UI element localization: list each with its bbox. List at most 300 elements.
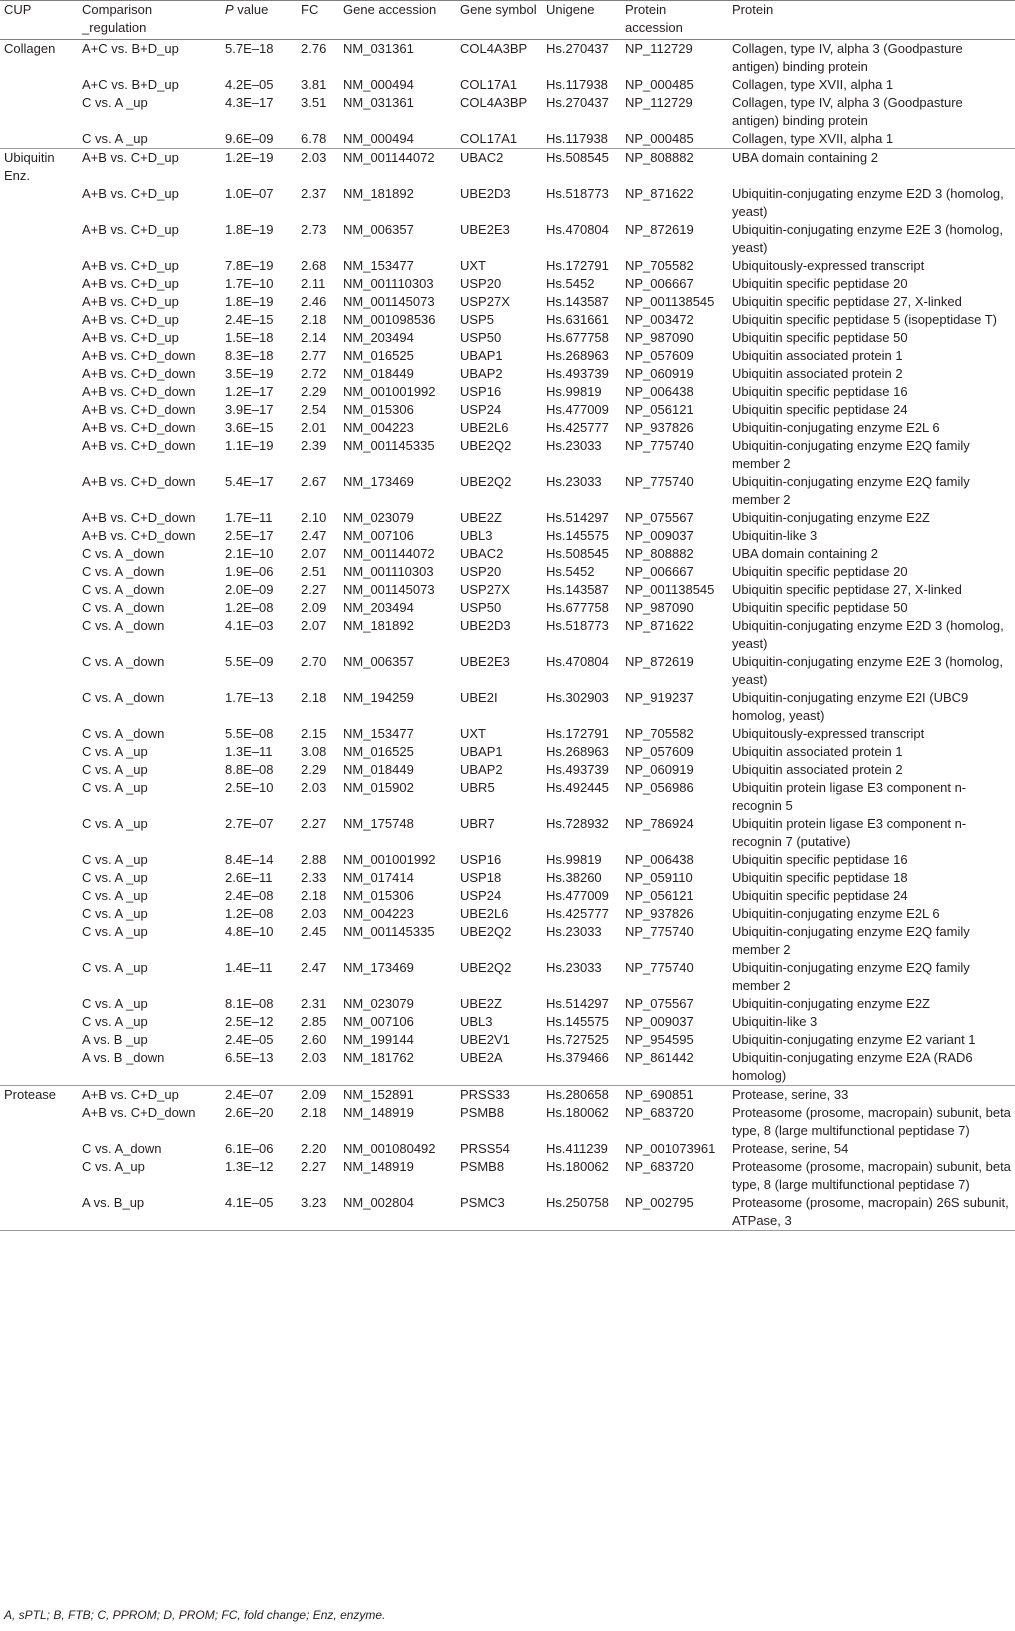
cell-p-value: 1.0E–07 [225, 186, 274, 201]
table-body [0, 40, 1015, 1231]
table-row [0, 689, 1015, 725]
cell-p-value: 5.5E–08 [225, 726, 274, 741]
cell-p-value: 1.1E–19 [225, 438, 274, 453]
cell-fc: 2.09 [301, 1087, 327, 1102]
cell-protein: Protease, serine, 54 [732, 1141, 849, 1156]
cell-protein-accession: NP_006438 [625, 852, 694, 867]
cell-protein: Ubiquitin specific peptidase 5 (isopeptidase T) [732, 312, 997, 327]
cell-p-value: 1.4E–11 [225, 960, 273, 975]
table-row [0, 149, 1015, 186]
cup-label: Collagen [4, 41, 56, 56]
cup-cell-empty [0, 545, 78, 563]
cell-unigene: Hs.631661 [546, 312, 609, 327]
cell-gene-symbol: UBL3 [460, 528, 493, 543]
cup-cell-empty [0, 1013, 78, 1031]
cell-fc: 2.45 [301, 924, 327, 939]
cell-gene-symbol: USP20 [460, 276, 502, 291]
cell-comparison: C vs. A_down [82, 1141, 162, 1156]
table-row [0, 527, 1015, 545]
cell-protein: Ubiquitin-conjugating enzyme E2Q family member 2 [732, 924, 970, 957]
cell-protein: Ubiquitin-conjugating enzyme E2A (RAD6 homolog) [732, 1050, 973, 1083]
cup-cell-empty [0, 401, 78, 419]
cell-gene-symbol: UBE2L6 [460, 906, 509, 921]
cup-cell-empty [0, 473, 78, 509]
header-gene-accession: Gene accession [339, 1, 456, 40]
cell-comparison: C vs. A _up [82, 744, 148, 759]
table-row [0, 293, 1015, 311]
cell-protein-accession: NP_006667 [625, 564, 694, 579]
cell-gene-symbol: UBL3 [460, 1014, 493, 1029]
cell-comparison: C vs. A _up [82, 780, 148, 795]
cell-fc: 2.15 [301, 726, 327, 741]
cell-unigene: Hs.180062 [546, 1159, 609, 1174]
cell-fc: 2.10 [301, 510, 327, 525]
cell-fc: 2.03 [301, 906, 327, 921]
cell-gene-symbol: UBAC2 [460, 546, 504, 561]
cell-unigene: Hs.411239 [546, 1141, 608, 1156]
cell-protein-accession: NP_009037 [625, 528, 694, 543]
cell-protein: Ubiquitin specific peptidase 50 [732, 330, 908, 345]
cell-comparison: C vs. A _up [82, 870, 148, 885]
cell-unigene: Hs.470804 [546, 222, 609, 237]
table-row [0, 40, 1015, 77]
cup-cell-empty [0, 923, 78, 959]
cup-cell-empty [0, 743, 78, 761]
table-row [0, 347, 1015, 365]
cell-fc: 6.78 [301, 131, 327, 146]
cell-unigene: Hs.492445 [546, 780, 609, 795]
cell-gene-symbol: USP18 [460, 870, 502, 885]
cell-protein: Collagen, type XVII, alpha 1 [732, 77, 894, 92]
cell-p-value: 4.2E–05 [225, 77, 274, 92]
cell-gene-accession: NM_015902 [343, 780, 414, 795]
cell-protein: Ubiquitin associated protein 1 [732, 744, 903, 759]
cell-p-value: 3.5E–19 [225, 366, 274, 381]
header-comparison: Comparison _regulation [78, 1, 221, 40]
cell-protein: Ubiquitin specific peptidase 20 [732, 276, 908, 291]
cell-gene-symbol: UBE2E3 [460, 654, 510, 669]
cell-protein-accession: NP_000485 [625, 131, 694, 146]
cell-unigene: Hs.302903 [546, 690, 609, 705]
table-row [0, 1104, 1015, 1140]
table-row [0, 1194, 1015, 1231]
cell-protein-accession: NP_112729 [625, 41, 693, 56]
cell-p-value: 2.5E–17 [225, 528, 274, 543]
cup-cell-empty [0, 761, 78, 779]
cell-unigene: Hs.677758 [546, 330, 609, 345]
cell-unigene: Hs.99819 [546, 852, 602, 867]
cell-gene-accession: NM_148919 [343, 1159, 414, 1174]
cell-gene-accession: NM_175748 [343, 816, 414, 831]
cell-gene-accession: NM_001110303 [343, 564, 434, 579]
cell-protein: Ubiquitin-conjugating enzyme E2 variant 1 [732, 1032, 976, 1047]
cell-protein-accession: NP_003472 [625, 312, 694, 327]
cell-protein: Ubiquitin protein ligase E3 component n-recognin 7 (putative) [732, 816, 967, 849]
cup-cell-empty [0, 1031, 78, 1049]
cell-p-value: 1.2E–19 [225, 150, 274, 165]
cell-fc: 2.47 [301, 528, 327, 543]
cell-gene-accession: NM_173469 [343, 960, 414, 975]
cell-comparison: C vs. A _up [82, 996, 148, 1011]
cup-cell-empty [0, 905, 78, 923]
cell-gene-accession: NM_194259 [343, 690, 414, 705]
cell-unigene: Hs.23033 [546, 438, 602, 453]
cell-protein-accession: NP_937826 [625, 420, 694, 435]
cell-fc: 2.47 [301, 960, 327, 975]
cell-protein: Ubiquitin protein ligase E3 component n-recognin 5 [732, 780, 967, 813]
cell-p-value: 2.5E–10 [225, 780, 274, 795]
cell-fc: 2.01 [301, 420, 327, 435]
cell-protein-accession: NP_705582 [625, 726, 694, 741]
cell-protein: Ubiquitin-conjugating enzyme E2I (UBC9 homolog, yeast) [732, 690, 969, 723]
table-row [0, 329, 1015, 347]
cell-gene-symbol: COL4A3BP [460, 95, 528, 110]
cell-unigene: Hs.425777 [546, 420, 609, 435]
cell-protein-accession: NP_006438 [625, 384, 694, 399]
cell-comparison: A+B vs. C+D_down [82, 348, 196, 363]
cell-protein-accession: NP_057609 [625, 744, 694, 759]
cell-protein: Ubiquitin-conjugating enzyme E2Q family member 2 [732, 960, 970, 993]
cell-fc: 2.37 [301, 186, 327, 201]
cell-protein-accession: NP_002795 [625, 1195, 694, 1210]
cell-gene-accession: NM_199144 [343, 1032, 414, 1047]
cell-gene-symbol: PSMC3 [460, 1195, 505, 1210]
cell-protein: Ubiquitin specific peptidase 50 [732, 600, 908, 615]
cell-fc: 3.51 [301, 95, 327, 110]
cell-gene-symbol: USP27X [460, 582, 510, 597]
table-row [0, 599, 1015, 617]
cell-gene-symbol: USP50 [460, 600, 502, 615]
cell-p-value: 3.9E–17 [225, 402, 274, 417]
cell-protein-accession: NP_075567 [625, 996, 694, 1011]
cell-p-value: 8.4E–14 [225, 852, 274, 867]
cell-p-value: 4.3E–17 [225, 95, 274, 110]
cell-gene-symbol: UBR7 [460, 816, 495, 831]
cell-unigene: Hs.23033 [546, 924, 602, 939]
cell-gene-accession: NM_001080492 [343, 1141, 436, 1156]
cup-cell-empty [0, 383, 78, 401]
cup-cell-empty [0, 275, 78, 293]
table-row [0, 1013, 1015, 1031]
cell-unigene: Hs.270437 [546, 41, 609, 56]
cell-unigene: Hs.250758 [546, 1195, 609, 1210]
cell-protein-accession: NP_057609 [625, 348, 694, 363]
cell-fc: 2.85 [301, 1014, 327, 1029]
cell-fc: 2.27 [301, 1159, 327, 1174]
cell-p-value: 2.6E–20 [225, 1105, 274, 1120]
header-p-value [221, 1, 297, 40]
cell-protein-accession: NP_009037 [625, 1014, 694, 1029]
cell-comparison: A+B vs. C+D_up [82, 186, 179, 201]
cell-gene-accession: NM_006357 [343, 222, 414, 237]
cell-fc: 2.39 [301, 438, 327, 453]
cup-cell-empty [0, 599, 78, 617]
cell-gene-accession: NM_002804 [343, 1195, 414, 1210]
cup-cell-empty [0, 365, 78, 383]
cup-cell-empty [0, 581, 78, 599]
cell-protein-accession: NP_808882 [625, 150, 694, 165]
cell-unigene: Hs.493739 [546, 366, 609, 381]
cell-comparison: C vs. A _up [82, 95, 148, 110]
table-row [0, 311, 1015, 329]
cup-cell-empty [0, 779, 78, 815]
table-row [0, 653, 1015, 689]
cell-gene-symbol: PSMB8 [460, 1159, 505, 1174]
cell-gene-accession: NM_031361 [343, 95, 414, 110]
cell-unigene: Hs.379466 [546, 1050, 609, 1065]
cell-gene-symbol: UBE2L6 [460, 420, 509, 435]
cell-protein-accession: NP_059110 [625, 870, 693, 885]
cell-comparison: C vs. A_up [82, 1159, 145, 1174]
cell-gene-symbol: USP20 [460, 564, 502, 579]
cell-unigene: Hs.425777 [546, 906, 609, 921]
cell-comparison: C vs. A _up [82, 888, 148, 903]
cell-fc: 2.18 [301, 1105, 327, 1120]
cell-p-value: 2.1E–10 [225, 546, 274, 561]
cell-comparison: A+B vs. C+D_up [82, 294, 179, 309]
cell-fc: 2.29 [301, 762, 327, 777]
cell-comparison: A+B vs. C+D_down [82, 1105, 196, 1120]
cell-p-value: 4.1E–03 [225, 618, 274, 633]
cell-gene-accession: NM_001098536 [343, 312, 436, 327]
header-p-rest: value [233, 2, 269, 17]
cell-p-value: 1.8E–19 [225, 294, 274, 309]
cell-fc: 3.08 [301, 744, 327, 759]
cell-gene-accession: NM_031361 [343, 41, 414, 56]
cell-gene-symbol: UBE2Q2 [460, 438, 512, 453]
cell-fc: 2.88 [301, 852, 327, 867]
cell-unigene: Hs.23033 [546, 474, 602, 489]
cell-fc: 2.29 [301, 384, 327, 399]
cell-fc: 2.18 [301, 888, 327, 903]
table-row [0, 1140, 1015, 1158]
cell-comparison: A+B vs. C+D_up [82, 222, 179, 237]
cell-comparison: A+B vs. C+D_down [82, 438, 196, 453]
cell-protein-accession: NP_060919 [625, 366, 694, 381]
cell-gene-accession: NM_023079 [343, 510, 414, 525]
cell-fc: 2.33 [301, 870, 327, 885]
cell-comparison: C vs. A _up [82, 1014, 148, 1029]
cell-comparison: A+B vs. C+D_up [82, 258, 179, 273]
cup-cell-empty [0, 509, 78, 527]
table-row [0, 563, 1015, 581]
cell-gene-accession: NM_015306 [343, 402, 414, 417]
cell-gene-accession: NM_023079 [343, 996, 414, 1011]
table-row [0, 1049, 1015, 1086]
cell-unigene: Hs.38260 [546, 870, 602, 885]
cell-fc: 2.18 [301, 690, 327, 705]
cell-gene-symbol: PRSS54 [460, 1141, 510, 1156]
cell-gene-symbol: USP27X [460, 294, 510, 309]
cell-gene-accession: NM_181892 [343, 186, 414, 201]
cup-cell-empty [0, 437, 78, 473]
table-row [0, 509, 1015, 527]
cell-p-value: 2.6E–11 [225, 870, 273, 885]
cell-gene-accession: NM_004223 [343, 420, 414, 435]
cell-comparison: C vs. A _up [82, 816, 148, 831]
cell-fc: 2.27 [301, 816, 327, 831]
cup-cell-empty [0, 419, 78, 437]
cell-gene-symbol: UBE2Z [460, 510, 502, 525]
cell-unigene: Hs.5452 [546, 276, 595, 291]
cell-gene-symbol: UBE2I [460, 690, 498, 705]
cell-comparison: A+B vs. C+D_up [82, 312, 179, 327]
cell-comparison: C vs. A _up [82, 762, 148, 777]
cell-comparison: C vs. A _up [82, 131, 148, 146]
cup-cell-empty [0, 815, 78, 851]
cell-protein-accession: NP_775740 [625, 474, 694, 489]
cup-cell-empty [0, 94, 78, 130]
cell-protein-accession: NP_056121 [625, 888, 694, 903]
table-row [0, 365, 1015, 383]
table-row [0, 887, 1015, 905]
cell-unigene: Hs.143587 [546, 582, 609, 597]
cell-gene-accession: NM_000494 [343, 131, 414, 146]
cell-p-value: 1.7E–11 [225, 510, 273, 525]
cell-protein: Ubiquitin specific peptidase 16 [732, 384, 908, 399]
cell-p-value: 6.5E–13 [225, 1050, 274, 1065]
cup-cell-empty [0, 347, 78, 365]
cell-protein: Ubiquitin specific peptidase 24 [732, 402, 908, 417]
table-row [0, 1031, 1015, 1049]
cell-unigene: Hs.268963 [546, 744, 609, 759]
cell-fc: 2.76 [301, 41, 327, 56]
cup-cell-empty [0, 887, 78, 905]
cell-comparison: C vs. A _down [82, 546, 165, 561]
table-row [0, 221, 1015, 257]
cell-fc: 2.51 [301, 564, 327, 579]
cell-p-value: 2.0E–09 [225, 582, 274, 597]
cell-fc: 2.54 [301, 402, 327, 417]
cell-protein: Ubiquitin-conjugating enzyme E2E 3 (homolog, yeast) [732, 654, 1003, 687]
cell-comparison: A+B vs. C+D_down [82, 528, 196, 543]
cell-fc: 2.70 [301, 654, 327, 669]
cup-cell-empty [0, 959, 78, 995]
cell-gene-symbol: USP16 [460, 384, 502, 399]
cell-fc: 2.18 [301, 312, 327, 327]
cell-p-value: 1.2E–08 [225, 600, 274, 615]
cell-comparison: A+C vs. B+D_up [82, 41, 179, 56]
cell-unigene: Hs.143587 [546, 294, 609, 309]
cell-gene-accession: NM_181762 [343, 1050, 414, 1065]
cell-protein-accession: NP_786924 [625, 816, 694, 831]
cell-gene-symbol: UBE2E3 [460, 222, 510, 237]
cell-p-value: 5.7E–18 [225, 41, 274, 56]
cell-protein: Collagen, type IV, alpha 3 (Goodpasture antigen) binding protein [732, 41, 963, 74]
cell-p-value: 6.1E–06 [225, 1141, 274, 1156]
cell-gene-symbol: USP5 [460, 312, 494, 327]
cell-gene-accession: NM_018449 [343, 762, 414, 777]
cell-protein: Ubiquitin specific peptidase 20 [732, 564, 908, 579]
cup-cell-empty [0, 257, 78, 275]
cup-cell-empty [0, 311, 78, 329]
cell-unigene: Hs.677758 [546, 600, 609, 615]
cup-cell-empty [0, 1049, 78, 1086]
cell-gene-symbol: UBAC2 [460, 150, 504, 165]
cell-protein: Ubiquitin-conjugating enzyme E2Q family member 2 [732, 474, 970, 507]
cup-cell-empty [0, 527, 78, 545]
cell-fc: 2.72 [301, 366, 327, 381]
cell-gene-accession: NM_181892 [343, 618, 414, 633]
cup-cell-empty [0, 185, 78, 221]
cell-comparison: C vs. A _down [82, 582, 165, 597]
cell-protein-accession: NP_871622 [625, 618, 694, 633]
cell-fc: 2.03 [301, 150, 327, 165]
cell-gene-accession: NM_173469 [343, 474, 414, 489]
cell-p-value: 2.5E–12 [225, 1014, 274, 1029]
cell-protein-accession: NP_060919 [625, 762, 694, 777]
cell-unigene: Hs.518773 [546, 618, 609, 633]
table-row [0, 94, 1015, 130]
cell-unigene: Hs.508545 [546, 150, 609, 165]
cup-cell-empty [0, 76, 78, 94]
cell-p-value: 1.7E–10 [225, 276, 274, 291]
cell-protein-accession: NP_987090 [625, 600, 694, 615]
table-row [0, 437, 1015, 473]
header-fc: FC [297, 1, 339, 40]
cell-protein: Ubiquitin-conjugating enzyme E2Q family member 2 [732, 438, 970, 471]
cell-gene-accession: NM_001144072 [343, 150, 435, 165]
cell-comparison: A vs. B _down [82, 1050, 165, 1065]
table-row [0, 725, 1015, 743]
cell-protein-accession: NP_808882 [625, 546, 694, 561]
cell-protein: Ubiquitin associated protein 2 [732, 762, 903, 777]
cell-protein-accession: NP_112729 [625, 95, 693, 110]
cell-gene-symbol: COL17A1 [460, 131, 518, 146]
cell-gene-symbol: UBE2V1 [460, 1032, 510, 1047]
cell-protein: Ubiquitin specific peptidase 24 [732, 888, 908, 903]
table-row [0, 815, 1015, 851]
cell-unigene: Hs.5452 [546, 564, 595, 579]
cell-protein-accession: NP_775740 [625, 924, 694, 939]
cell-p-value: 8.3E–18 [225, 348, 274, 363]
cell-protein: Ubiquitin-like 3 [732, 528, 818, 543]
cell-gene-accession: NM_153477 [343, 726, 414, 741]
cell-protein: UBA domain containing 2 [732, 150, 878, 165]
cell-p-value: 1.2E–08 [225, 906, 274, 921]
cell-gene-accession: NM_001145335 [343, 924, 435, 939]
cell-gene-symbol: UBE2Q2 [460, 960, 512, 975]
table-row [0, 869, 1015, 887]
cell-protein: Proteasome (prosome, macropain) subunit, beta type, 8 (large multifunctional peptidase 7) [732, 1105, 1011, 1138]
cell-gene-symbol: USP24 [460, 888, 502, 903]
cell-fc: 2.73 [301, 222, 327, 237]
table-row [0, 581, 1015, 599]
cell-comparison: C vs. A _down [82, 600, 165, 615]
cup-cell-empty [0, 563, 78, 581]
cell-fc: 2.03 [301, 780, 327, 795]
cell-protein: Ubiquitin-conjugating enzyme E2E 3 (homolog, yeast) [732, 222, 1003, 255]
cell-protein-accession: NP_000485 [625, 77, 694, 92]
cell-comparison: A+B vs. C+D_up [82, 276, 179, 291]
cell-comparison: A+B vs. C+D_down [82, 510, 196, 525]
cell-gene-accession: NM_016525 [343, 744, 414, 759]
cell-gene-accession: NM_015306 [343, 888, 414, 903]
cell-p-value: 2.4E–08 [225, 888, 274, 903]
cell-unigene: Hs.477009 [546, 402, 609, 417]
cell-p-value: 4.8E–10 [225, 924, 274, 939]
table-row [0, 779, 1015, 815]
cell-p-value: 3.6E–15 [225, 420, 274, 435]
table-row [0, 275, 1015, 293]
table-row [0, 851, 1015, 869]
cell-fc: 2.09 [301, 600, 327, 615]
cell-unigene: Hs.518773 [546, 186, 609, 201]
cell-gene-accession: NM_017414 [343, 870, 414, 885]
cell-unigene: Hs.145575 [546, 1014, 609, 1029]
cell-fc: 3.23 [301, 1195, 327, 1210]
cell-unigene: Hs.508545 [546, 546, 609, 561]
